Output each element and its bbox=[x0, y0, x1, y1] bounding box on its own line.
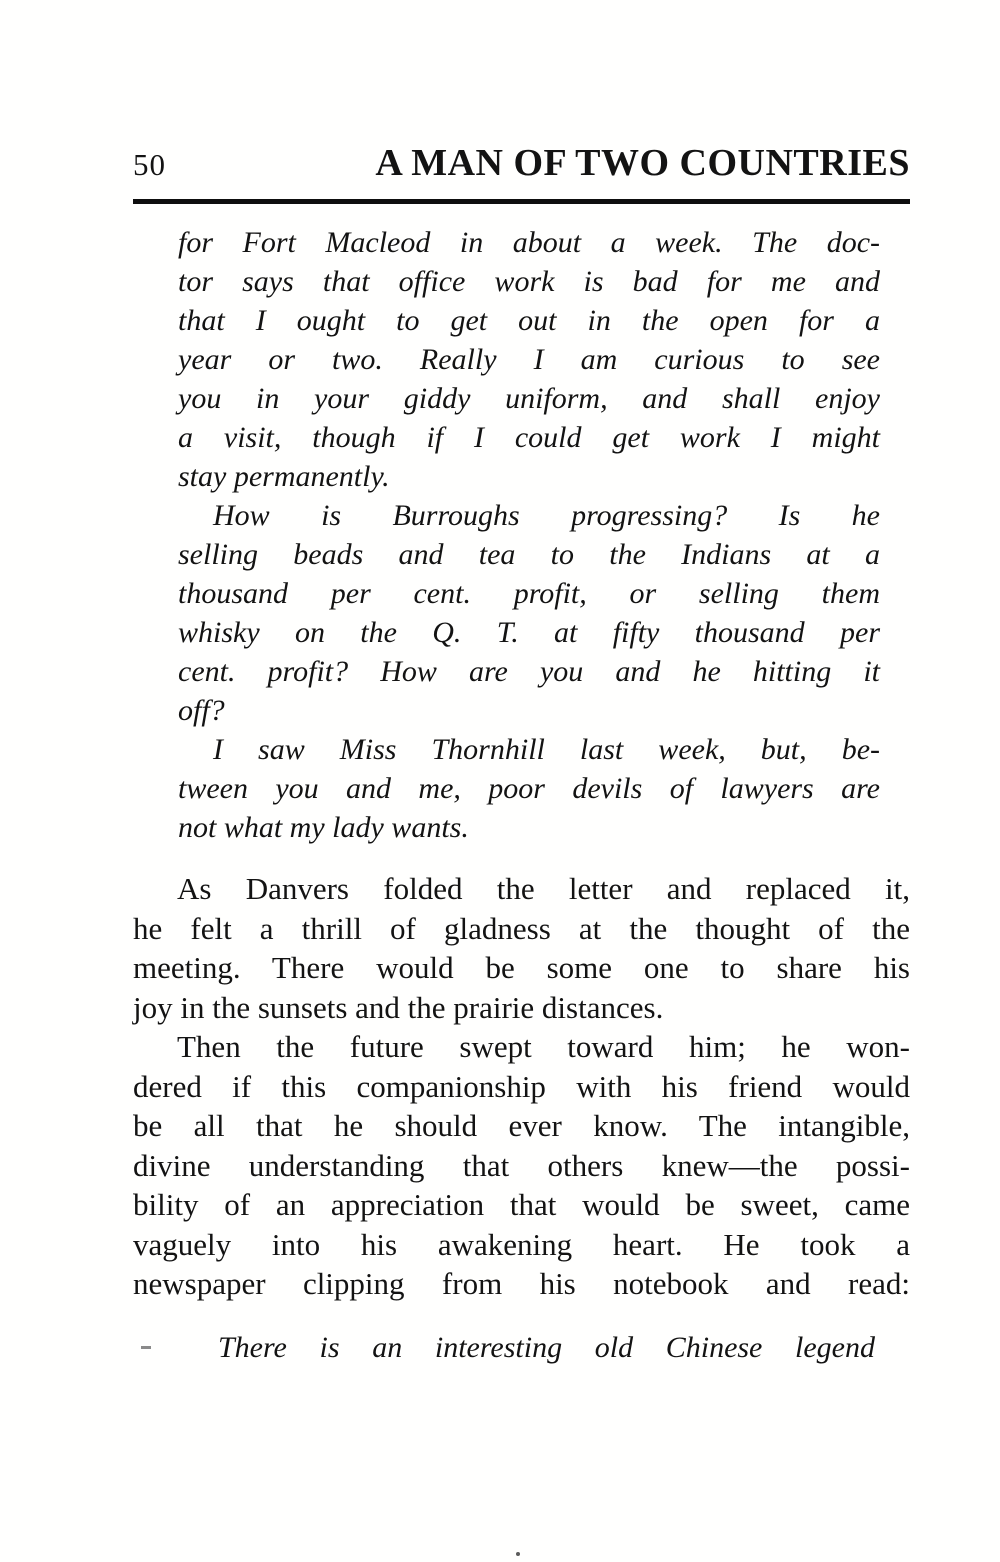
text-line: a visit, though if I could get work I might bbox=[178, 421, 880, 454]
text-line: As Danvers folded the letter and replaced it, bbox=[177, 871, 910, 906]
page-header bbox=[133, 143, 910, 185]
body-block bbox=[133, 869, 910, 1304]
text-line: I saw Miss Thornhill last week, but, be- bbox=[213, 733, 880, 766]
text-line: you in your giddy uniform, and shall enjoy bbox=[178, 382, 880, 415]
letter-paragraph bbox=[178, 496, 880, 730]
clipping-line: There is an interesting old Chinese legend bbox=[218, 1330, 875, 1364]
text-line: whisky on the Q. T. at fifty thousand per bbox=[178, 616, 880, 649]
text-line: tor says that office work is bad for me and bbox=[178, 265, 880, 298]
text-line: for Fort Macleod in about a week. The doc- bbox=[178, 226, 880, 259]
header-rule bbox=[133, 199, 910, 204]
letter-paragraph bbox=[178, 223, 880, 496]
text-line: thousand per cent. profit, or selling them bbox=[178, 577, 880, 610]
text-line: joy in the sunsets and the prairie distances. bbox=[133, 989, 664, 1025]
text-line: dered if this companionship with his friend would bbox=[133, 1068, 910, 1104]
letter-paragraph bbox=[178, 730, 880, 847]
scan-artifact-dot bbox=[516, 1552, 520, 1556]
text-line: vaguely into his awakening heart. He took a bbox=[133, 1226, 910, 1262]
letter-block bbox=[178, 223, 880, 847]
text-line: year or two. Really I am curious to see bbox=[178, 343, 880, 376]
text-line: he felt a thrill of gladness at the thought of the bbox=[133, 910, 910, 946]
text-line: meeting. There would be some one to share his bbox=[133, 950, 910, 985]
text-line: not what my lady wants. bbox=[178, 811, 469, 844]
text-line: Then the future swept toward him; he won- bbox=[177, 1029, 910, 1064]
text-line: How is Burroughs progressing? Is he bbox=[213, 499, 880, 532]
running-title: A MAN OF TWO COUNTRIES bbox=[375, 142, 910, 184]
page-number: 50 bbox=[133, 147, 166, 182]
text-line: that I ought to get out in the open for a bbox=[178, 304, 880, 337]
text-line: cent. profit? How are you and he hitting it bbox=[178, 655, 880, 688]
body-paragraph bbox=[133, 869, 910, 1027]
scan-artifact-dash bbox=[141, 1346, 151, 1349]
text-line: selling beads and tea to the Indians at a bbox=[178, 538, 880, 571]
text-line: off? bbox=[178, 694, 225, 727]
text-line: newspaper clipping from his notebook and read: bbox=[133, 1266, 910, 1301]
body-paragraph bbox=[133, 1027, 910, 1304]
text-line: be all that he should ever know. The intangible, bbox=[133, 1108, 910, 1143]
text-line: stay permanently. bbox=[178, 460, 390, 493]
text-line: tween you and me, poor devils of lawyers are bbox=[178, 772, 880, 805]
text-line: bility of an appreciation that would be sweet, came bbox=[133, 1187, 910, 1222]
text-line: divine understanding that others knew—the possi- bbox=[133, 1147, 910, 1183]
